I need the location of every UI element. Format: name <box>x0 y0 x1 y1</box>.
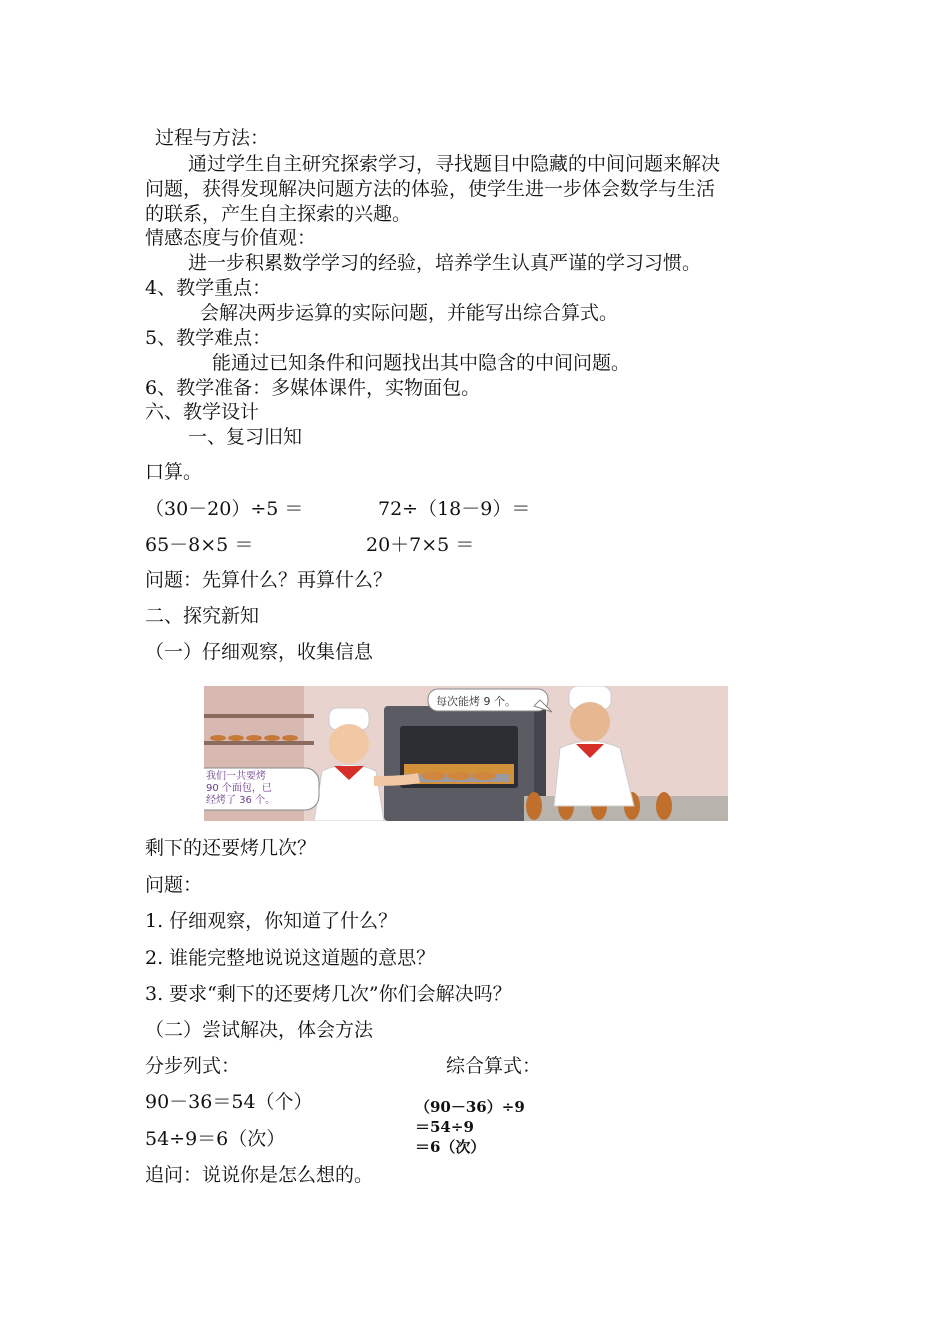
process-paragraph-line-3: 的联系，产生自主探索的兴趣。 <box>145 203 412 225</box>
expression-4: 20＋7×5 ＝ <box>366 534 475 556</box>
expression-2: 72÷（18－9）＝ <box>378 498 531 520</box>
problem-question: 剩下的还要烤几次？ <box>145 837 317 859</box>
bakery-illustration <box>204 686 728 821</box>
tray-breads <box>422 772 496 780</box>
key-point-heading: 4、教学重点： <box>145 277 272 299</box>
design-heading: 六、教学设计 <box>145 401 260 423</box>
preparation-text: 6、教学准备：多媒体课件，实物面包。 <box>145 377 481 399</box>
key-point-text: 会解决两步运算的实际问题，并能写出综合算式。 <box>200 302 619 324</box>
bubble-right-text: 每次能烤 9 个。 <box>436 695 516 708</box>
process-heading: 过程与方法： <box>155 127 270 149</box>
step-equation-2: 54÷9＝6（次） <box>145 1128 286 1150</box>
shelf-breads <box>210 735 298 741</box>
step-method-label: 分步列式： <box>145 1055 241 1077</box>
combined-equation-1: （90－36）÷9 <box>415 1098 525 1116</box>
question-item-3: 3. 要求“剩下的还要烤几次”你们会解决吗？ <box>145 983 512 1005</box>
solve-heading: （二）尝试解决，体会方法 <box>145 1019 374 1041</box>
combined-method-label: 综合算式： <box>446 1055 542 1077</box>
expression-1: （30－20）÷5 ＝ <box>145 498 304 520</box>
process-paragraph-line-1: 通过学生自主研究探索学习，寻找题目中隐藏的中间问题来解决 <box>188 153 721 175</box>
bubble-left-line-1: 我们一共要烤 <box>206 771 266 782</box>
difficulty-heading: 5、教学难点： <box>145 327 272 349</box>
observe-subheading: （一）仔细观察，收集信息 <box>145 641 374 663</box>
combined-equation-3: ＝6（次） <box>415 1138 486 1156</box>
process-paragraph-line-2: 问题，获得发现解决问题方法的体验，使学生进一步体会数学与生活 <box>145 178 716 200</box>
shelf-top <box>204 714 314 718</box>
oral-calc-label: 口算。 <box>145 461 203 483</box>
attitude-paragraph: 进一步积累数学学习的经验，培养学生认真严谨的学习习惯。 <box>188 252 702 274</box>
bubble-left-line-3: 经烤了 36 个。 <box>206 795 276 806</box>
difficulty-text: 能通过已知条件和问题找出其中隐含的中间问题。 <box>212 352 631 374</box>
step-equation-1: 90－36＝54（个） <box>145 1091 313 1113</box>
expression-3: 65－8×5 ＝ <box>145 534 254 556</box>
review-heading: 一、复习旧知 <box>188 426 303 448</box>
questions-label: 问题： <box>145 874 203 896</box>
follow-up-question: 追问：说说你是怎么想的。 <box>145 1164 374 1186</box>
bubble-left-text <box>206 771 275 807</box>
question-item-1: 1. 仔细观察，你知道了什么？ <box>145 910 398 932</box>
combined-equation-2: ＝54÷9 <box>415 1118 474 1136</box>
explore-heading: 二、探究新知 <box>145 605 260 627</box>
bubble-left-line-2: 90 个面包，已 <box>206 783 272 794</box>
question-item-2: 2. 谁能完整地说说这道题的意思？ <box>145 947 436 969</box>
shelf-middle <box>204 741 314 745</box>
attitude-heading: 情感态度与价值观： <box>145 227 317 249</box>
review-question: 问题：先算什么？再算什么？ <box>145 569 393 591</box>
